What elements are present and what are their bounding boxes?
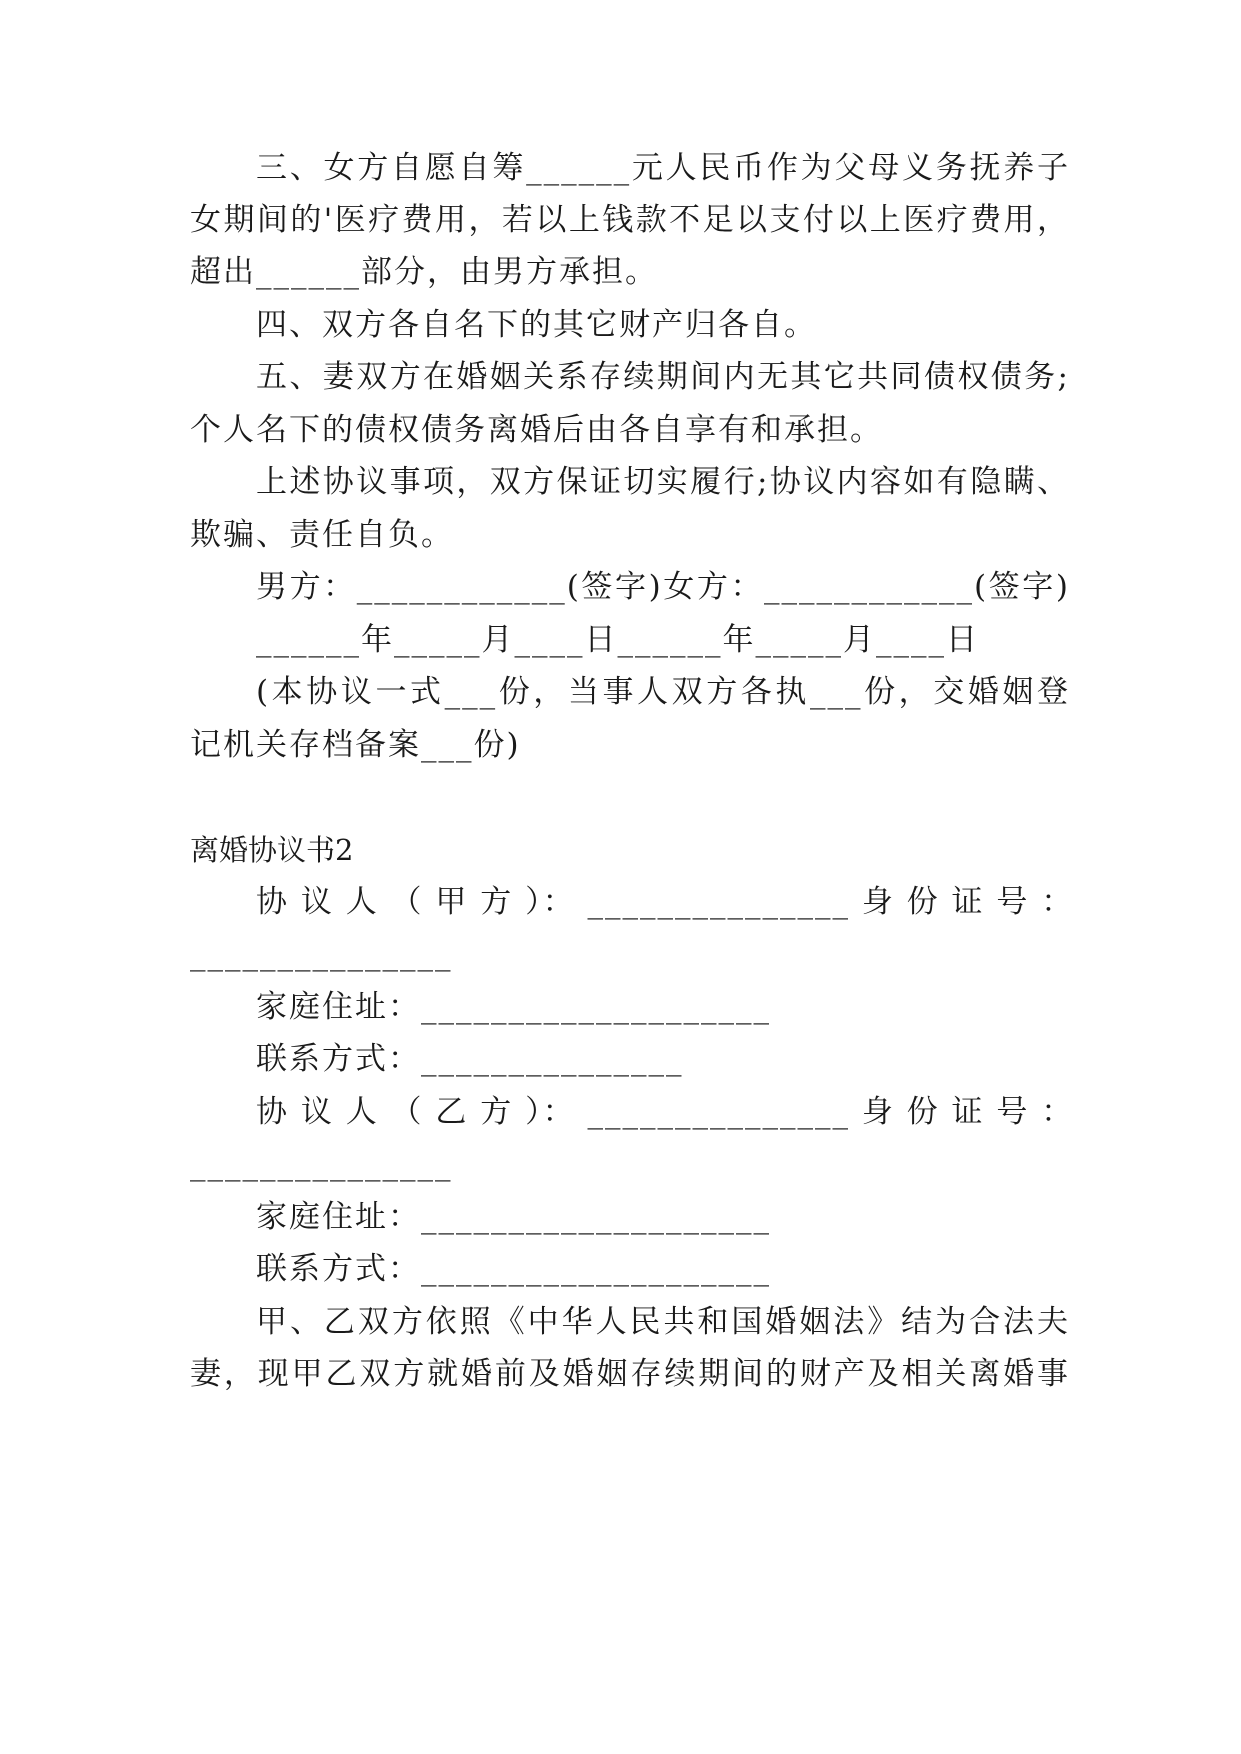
date-line: ______年_____月____日______年_____月____日 bbox=[256, 622, 979, 658]
text-line: 五、妻双方在婚姻关系存续期间内无其它共同债权债务; bbox=[256, 359, 1070, 395]
section-title: 离婚协议书2 bbox=[190, 833, 354, 867]
party-a-contact: 联系方式：_______________ bbox=[256, 1041, 684, 1077]
text-line: 个人名下的债权债务离婚后由各自享有和承担。 bbox=[190, 412, 883, 448]
text-line: 记机关存档备案___份) bbox=[190, 727, 521, 763]
signature-line: 男方：____________(签字)女方：____________(签字) bbox=[256, 569, 1070, 605]
text-line: 上述协议事项，双方保证切实履行;协议内容如有隐瞒、 bbox=[256, 464, 1070, 500]
party-a-id-line: 协 议 人 （ 甲 方 ）： _______________ 身 份 证 号 ： bbox=[256, 884, 1075, 920]
text-line: (本协议一式___份，当事人双方各执___份，交婚姻登 bbox=[256, 674, 1070, 710]
text-line: 三、女方自愿自筹______元人民币作为父母义务抚养子 bbox=[256, 150, 1070, 186]
text-line: 超出______部分，由男方承担。 bbox=[190, 254, 658, 290]
party-a-address: 家庭住址：____________________ bbox=[256, 989, 771, 1025]
party-b-id-blank: _______________ bbox=[190, 1146, 453, 1182]
text-line: 妻，现甲乙双方就婚前及婚姻存续期间的财产及相关离婚事 bbox=[190, 1356, 1070, 1392]
text-line: 四、双方各自名下的其它财产归各自。 bbox=[256, 307, 817, 343]
text-line: 女期间的'医疗费用，若以上钱款不足以支付以上医疗费用， bbox=[190, 202, 1070, 238]
text-line: 甲、乙双方依照《中华人民共和国婚姻法》结为合法夫 bbox=[256, 1304, 1070, 1340]
party-b-address: 家庭住址：____________________ bbox=[256, 1199, 771, 1235]
text-line: 欺骗、责任自负。 bbox=[190, 517, 454, 553]
party-b-id-line: 协 议 人 （ 乙 方 ）： _______________ 身 份 证 号 ： bbox=[256, 1094, 1075, 1130]
party-b-contact: 联系方式：____________________ bbox=[256, 1251, 771, 1287]
party-a-id-blank: _______________ bbox=[190, 936, 453, 972]
